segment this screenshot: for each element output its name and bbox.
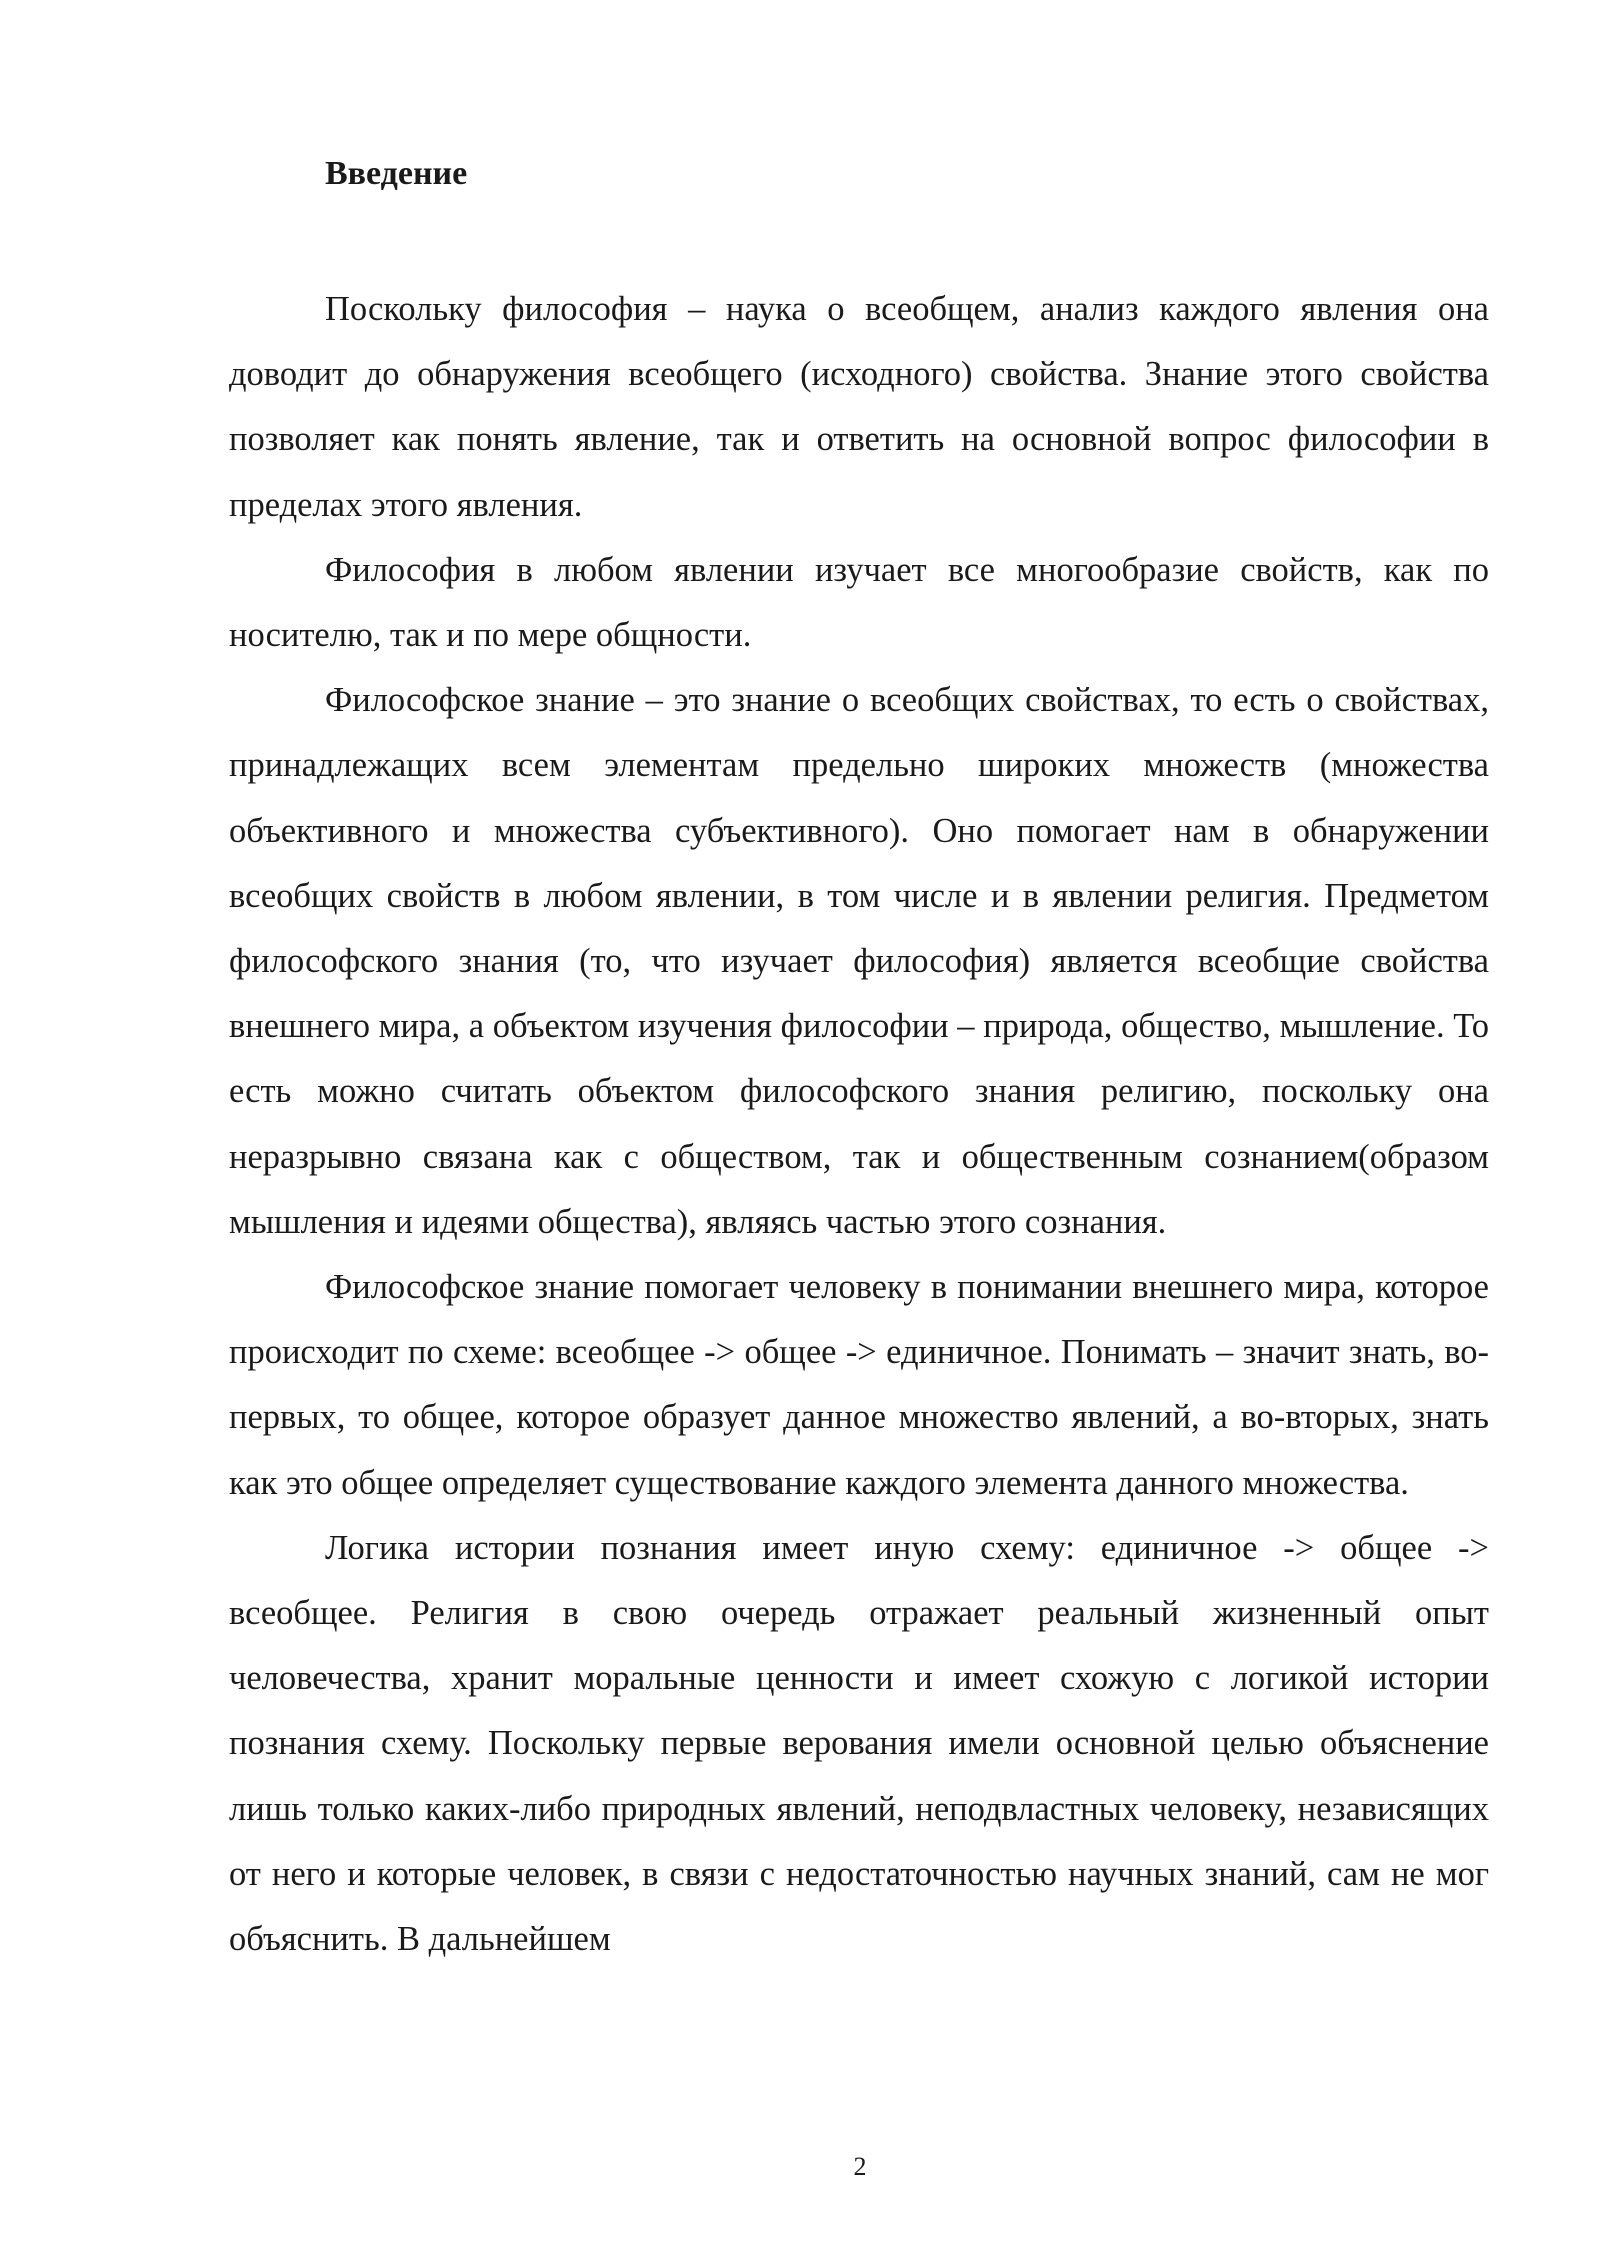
- paragraph: Философия в любом явлении изучает все многообразие свойств, как по носителю, так и по мере общности.: [229, 550, 1489, 655]
- body-text: [229, 277, 1489, 1972]
- section-heading: Введение: [325, 155, 468, 192]
- page-number: 2: [853, 2152, 867, 2181]
- paragraph: Логика истории познания имеет иную схему: единичное -> общее -> всеобщее. Религия в свою очередь отражает реальный жизненный опыт человечества, хранит моральные ценности и имеет схожую с логикой истории познания схему. Поскольку первые верования имели основной целью объяснение лишь только каких-либо природных явлений, неподвластных человеку, независящих от него и которые человек, в связи с недостаточностью научных знаний, сам не мог объяснить. В дальнейшем: [229, 1528, 1489, 1959]
- paragraph: Философское знание помогает человеку в понимании внешнего мира, которое происходит по схеме: всеобщее -> общее -> единичное. Понимать – значит знать, во-первых, то общее, которое образует данное множество явлений, а во-вторых, знать как это общее определяет существование каждого элемента данного множества.: [229, 1268, 1489, 1502]
- paragraph: Поскольку философия – наука о всеобщем, анализ каждого явления она доводит до обнаружения всеобщего (исходного) свойства. Знание этого свойства позволяет как понять явление, так и ответить на основной вопрос философии в пределах этого явления.: [229, 290, 1489, 524]
- paragraph: Философское знание – это знание о всеобщих свойствах, то есть о свойствах, принадлежащих всем элементам предельно широких множеств (множества объективного и множества субъективного). Оно помогает нам в обнаружении всеобщих свойств в любом явлении, в том числе и в явлении религия. Предметом философского знания (то, что изучает философия) является всеобщие свойства внешнего мира, а объектом изучения философии – природа, общество, мышление. То есть можно считать объектом философского знания религию, поскольку она неразрывно связана как с обществом, так и общественным сознанием(образом мышления и идеями общества), являясь частью этого сознания.: [229, 681, 1489, 1241]
